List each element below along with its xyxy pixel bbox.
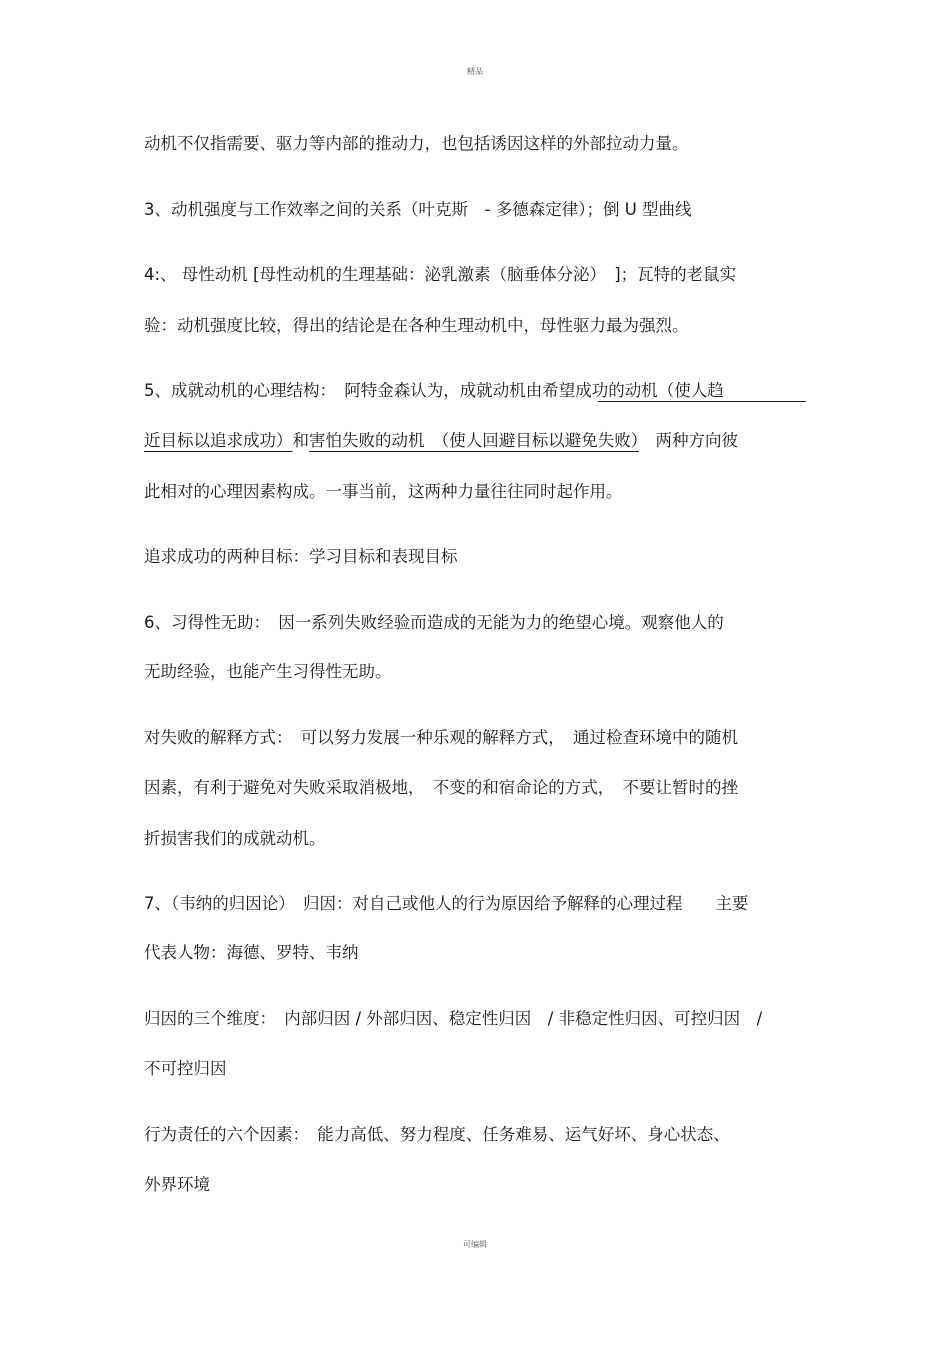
text-segment: 5、成就动机的心理结构： 阿特金森认为，成就动机由希 bbox=[144, 381, 559, 400]
text-line: 验：动机强度比较，得出的结论是在各种生理动机中，母性驱力最为强烈。 bbox=[144, 316, 689, 335]
text-line: 无助经验，也能产生习得性无助。 bbox=[144, 662, 392, 681]
text-line: 4:、 母性动机 [母性动机的生理基础：泌乳激素（脑垂体分泌） ]；瓦特的老鼠实 bbox=[144, 265, 737, 284]
underlined-text: 近目标以追求成功） bbox=[144, 431, 293, 450]
text-line: 3、动机强度与工作效率之间的关系（叶克斯 - 多德森定律）；倒 U 型曲线 bbox=[144, 200, 692, 219]
underlined-text: 望成功的动机（使人趋 bbox=[558, 381, 724, 400]
text-line: 动机不仅指需要、驱力等内部的推动力，也包括诱因这样的外部拉动力量。 bbox=[144, 134, 689, 153]
text-line: 追求成功的两种目标：学习目标和表现目标 bbox=[144, 547, 458, 566]
text-segment: 和 bbox=[292, 431, 309, 450]
text-line: 代表人物：海德、罗特、韦纳 bbox=[144, 943, 359, 962]
text-line: 因素，有利于避免对失败采取消极地， 不变的和宿命论的方式， 不要让暂时的挫 bbox=[144, 778, 738, 797]
page-header: 精品 bbox=[467, 67, 483, 76]
text-line: 折损害我们的成就动机。 bbox=[144, 829, 326, 848]
underline-rule bbox=[598, 401, 806, 402]
text-line: 7、（韦纳的归因论） 归因：对自己或他人的行为原因给予解释的心理过程 主要 bbox=[144, 894, 749, 913]
text-line: 对失败的解释方式： 可以努力发展一种乐观的解释方式， 通过检查环境中的随机 bbox=[144, 728, 738, 747]
text-line: 归因的三个维度： 内部归因 / 外部归因、稳定性归因 / 非稳定性归因、可控归因 / bbox=[144, 1009, 763, 1028]
text-line: 不可控归因 bbox=[144, 1059, 227, 1078]
underlined-text: 害怕失败的动机 （使人回避目标以避免失败） bbox=[309, 431, 639, 450]
page-footer: 可编辑 bbox=[463, 1240, 487, 1249]
text-line bbox=[144, 430, 738, 452]
text-line: 行为责任的六个因素： 能力高低、努力程度、任务难易、运气好坏、身心状态、 bbox=[144, 1125, 730, 1144]
text-line: 外界环境 bbox=[144, 1175, 210, 1194]
text-line: 此相对的心理因素构成。一事当前，这两种力量往往同时起作用。 bbox=[144, 482, 623, 501]
text-line: 6、习得性无助： 因一系列失败经验而造成的无能为力的绝望心境。观察他人的 bbox=[144, 613, 724, 632]
text-segment: 两种方向彼 bbox=[639, 431, 738, 450]
text-line bbox=[144, 380, 724, 402]
